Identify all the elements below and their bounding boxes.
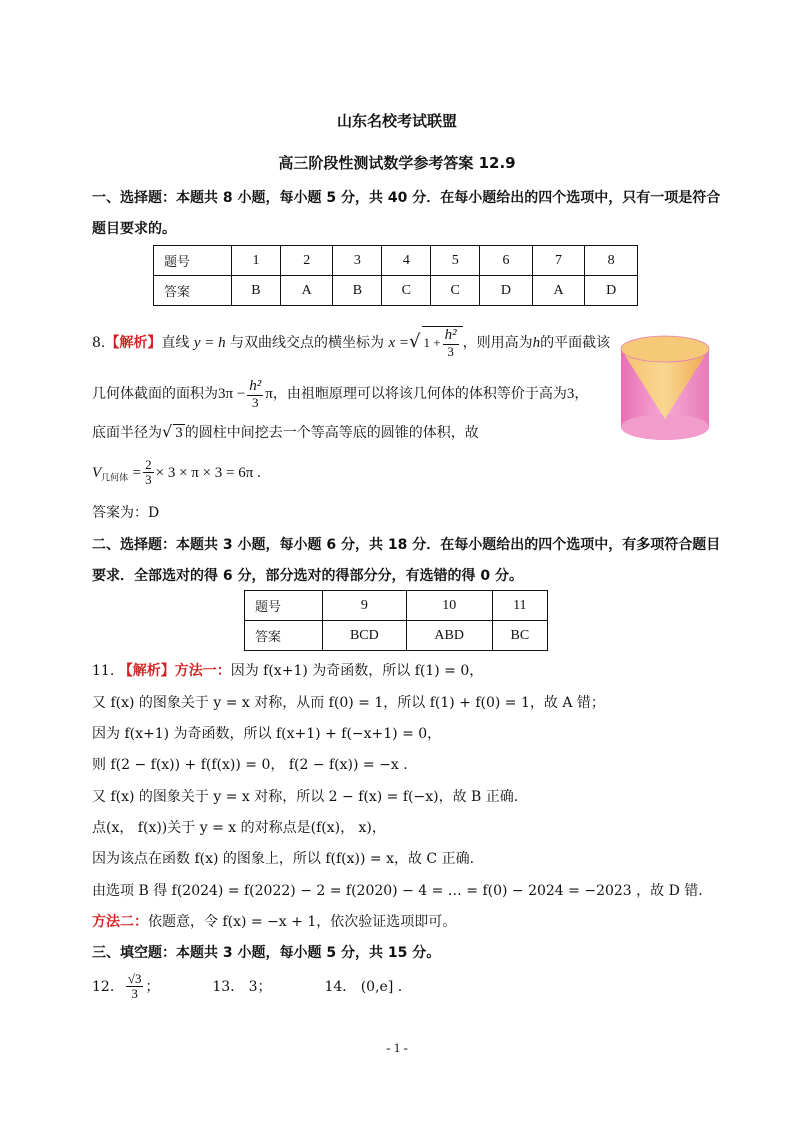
section2-answer-table: [244, 590, 548, 651]
fraction-numerator: 2: [145, 457, 152, 472]
q8-line4: [92, 458, 261, 488]
table-header-cell: 题号: [154, 246, 232, 276]
fraction-denominator: 3: [447, 343, 454, 359]
table-row-questions: [245, 591, 548, 621]
fraction-numerator: h²: [444, 327, 457, 343]
document-title: 高三阶段性测试数学参考答案 12.9: [278, 154, 516, 172]
fraction-numerator: √3: [127, 971, 142, 986]
question-number: 11.: [92, 663, 115, 679]
fraction-denominator: 3: [145, 472, 152, 488]
method-label: 方法一：: [174, 663, 231, 679]
fraction-numerator: h²: [249, 378, 262, 394]
text-run: 几何体截面的面积为: [92, 385, 218, 402]
table-cell: 10: [406, 591, 492, 621]
q8-line1: 8.【解析】直线 y = h 与双曲线交点的横坐标为 x =√ 1 + $\frac{\text{h²}}{3}$ ，则用高为h的平面截该: [92, 327, 611, 359]
org-title: 山东名校考试联盟: [336, 112, 457, 130]
table-cell: D: [585, 276, 638, 306]
math-run: V: [92, 464, 102, 481]
table-cell: 9: [323, 591, 407, 621]
table-cell: A: [280, 276, 333, 306]
section1-heading-line1: 一、选择题：本题共 8 小题，每小题 5 分，共 40 分．在每小题给出的四个选项中，只有一项是符合: [92, 190, 721, 206]
q8-answer: 答案为：D: [92, 505, 160, 521]
table-row-answers: [154, 276, 638, 306]
fraction: [247, 378, 263, 410]
section2-heading-line1: 二、选择题：本题共 3 小题，每小题 6 分，共 18 分．在每小题给出的四个选项中，有多项符合题目: [92, 537, 721, 553]
q11-line8: 由选项 B 得 f(2024) = f(2022) − 2 = f(2020) − 4 = … = f(0) − 2024 = −2023 ，故 D 错.: [92, 883, 703, 899]
q11-line6: 点(x， f(x))关于 y = x 的对称点是(f(x)， x)，: [92, 820, 386, 836]
table-cell: 11: [492, 591, 547, 621]
subscript: 几何体: [101, 473, 129, 484]
table-cell: C: [382, 276, 431, 306]
table-cell: BCD: [323, 621, 407, 651]
text-run: ，由祖暅原理可以将该几何体的体积等价于高为: [272, 385, 567, 402]
page-number: - 1 -: [386, 1040, 408, 1055]
table-header-cell: 题号: [245, 591, 323, 621]
sqrt-expression: 3: [175, 425, 183, 441]
text-run: 依题意，令 f(x) = −x + 1，依次验证选项即可。: [148, 914, 457, 930]
q8-line2: [92, 378, 588, 410]
method-label: 方法二：: [92, 914, 148, 930]
table-cell: BC: [492, 621, 547, 651]
table-header-cell: 答案: [245, 621, 323, 651]
section1-heading-line2: 题目要求的。: [92, 221, 176, 237]
q11-line7: 因为该点在函数 f(x) 的图象上，所以 f(f(x)) = x，故 C 正确.: [92, 851, 475, 867]
table-cell: 6: [480, 246, 533, 276]
math-run: × 3 × π × 3 = 6π .: [155, 464, 261, 481]
math-run: 1 +: [423, 334, 441, 350]
section3-heading: 三、填空题：本题共 3 小题，每小题 5 分，共 15 分。: [92, 945, 441, 961]
text-run: 直线: [161, 334, 190, 351]
math-run: π: [265, 385, 273, 402]
table-cell: 1: [232, 246, 281, 276]
analysis-tag: 【解析】: [118, 663, 175, 679]
q11-line5: 又 f(x) 的图象关于 y = x 对称，所以 2 − f(x) = f(−x)，故 B 正确.: [92, 789, 519, 805]
section1-answer-table: [153, 245, 638, 306]
fraction: [143, 458, 154, 488]
table-cell: 4: [382, 246, 431, 276]
question-number: 8.: [92, 334, 106, 351]
section2-heading-line2: 要求．全部选对的得 6 分，部分选对的得部分分，有选错的得 0 分。: [92, 568, 523, 584]
table-cell: 8: [585, 246, 638, 276]
text-run: ，: [574, 385, 589, 402]
text-run: 的圆柱中间挖去一个等高等底的圆锥的体积，故: [184, 425, 479, 441]
text-run: 底面半径为: [92, 425, 162, 441]
fraction-denominator: 3: [252, 394, 259, 410]
table-cell: A: [532, 276, 585, 306]
table-cell: 3: [333, 246, 382, 276]
table-cell: D: [480, 276, 533, 306]
text-run: 的平面截该: [540, 334, 611, 351]
q11-line4: 则 f(2 − f(x)) + f(f(x)) = 0， f(2 − f(x)) = −x .: [92, 757, 408, 773]
table-cell: B: [333, 276, 382, 306]
q11-line9: [92, 911, 456, 931]
math-run: h: [532, 334, 541, 351]
table-header-cell: 答案: [154, 276, 232, 306]
table-cell: 5: [431, 246, 480, 276]
cylinder-cone-figure: [618, 333, 712, 445]
sqrt-expression: [422, 326, 463, 359]
math-run: y = h: [193, 334, 226, 351]
fraction: [443, 327, 459, 359]
q8-line3: 底面半径为√ 3 的圆柱中间挖去一个等高等底的圆锥的体积，故: [92, 422, 479, 441]
q11-line1: [92, 660, 483, 680]
answer-13: 13． 3；: [212, 978, 272, 995]
table-cell: C: [431, 276, 480, 306]
answer-12-fraction: [126, 972, 144, 1002]
table-cell: 7: [532, 246, 585, 276]
table-cell: B: [232, 276, 281, 306]
math-run: x =: [388, 334, 410, 351]
fill-in-answers: [92, 972, 402, 1002]
fraction-denominator: 3: [131, 986, 138, 1002]
answer-14: 14． (0,e] .: [324, 978, 403, 995]
table-row-answers: [245, 621, 548, 651]
text-run: 与双曲线交点的横坐标为: [230, 334, 385, 351]
analysis-tag: 【解析】: [105, 334, 162, 351]
q11-line2: 又 f(x) 的图象关于 y = x 对称，从而 f(0) = 1，所以 f(1) + f(0) = 1，故 A 错；: [92, 695, 605, 711]
math-run: 3: [566, 385, 575, 402]
answer-12-number: 12．: [92, 978, 124, 995]
table-cell: ABD: [406, 621, 492, 651]
text-run: ，则用高为: [462, 334, 533, 351]
math-run: 3π −: [218, 385, 246, 402]
math-run: =: [132, 464, 142, 481]
table-row-questions: [154, 246, 638, 276]
text-run: ；: [145, 978, 160, 995]
text-run: 因为 f(x+1) 为奇函数，所以 f(1) = 0，: [230, 663, 484, 679]
table-cell: 2: [280, 246, 333, 276]
q11-line3: 因为 f(x+1) 为奇函数，所以 f(x+1) + f(−x+1) = 0，: [92, 726, 442, 742]
